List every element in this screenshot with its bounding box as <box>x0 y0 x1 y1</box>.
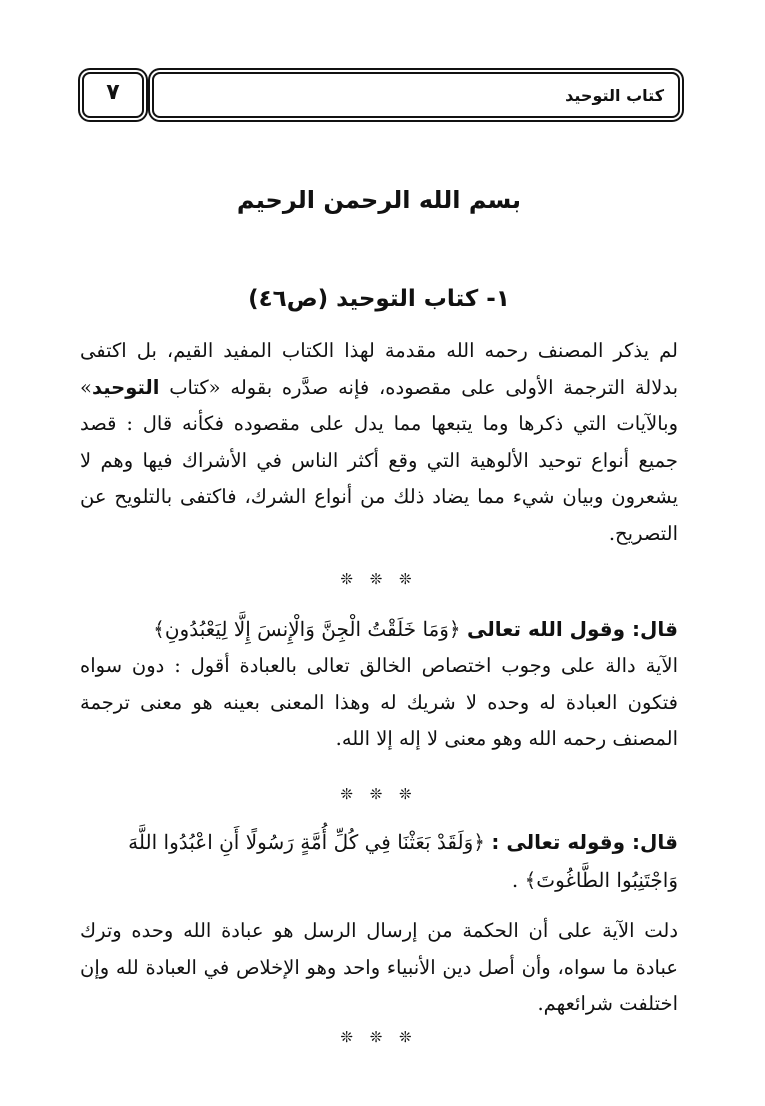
section-2-body: دلت الآية على أن الحكمة من إرسال الرسل هو عبادة الله وحده وترك عبادة ما سواه، وأن أصل دين الأنبياء واحد وهو الإخلاص في العبادة لله وإن اختلفت شرائعهم. <box>80 919 678 1015</box>
intro-paragraph <box>80 333 678 552</box>
section-2-heading: قال: وقوله تعالى : <box>491 830 678 854</box>
page-number: ٧ <box>106 80 120 105</box>
running-title-box <box>152 72 680 118</box>
section-2-heading-line <box>80 823 678 899</box>
section-1-verse: ﴿وَمَا خَلَقْتُ الْجِنَّ وَالْإِنسَ إِلَّا لِيَعْبُدُونِ﴾ <box>153 617 461 641</box>
section-separator: ❊ ❊ ❊ <box>340 1028 418 1046</box>
section-1-heading-line <box>80 610 678 648</box>
running-title: كتاب التوحيد <box>565 86 664 105</box>
section-separator: ❊ ❊ ❊ <box>340 785 418 803</box>
basmala: بسم الله الرحمن الرحيم <box>236 186 522 214</box>
section-2-verse: ﴿وَلَقَدْ بَعَثْنَا فِي كُلِّ أُمَّةٍ رَسُولًا أَنِ اعْبُدُوا اللَّهَ وَاجْتَنِبُوا الطَّاغُوتَ﴾ . <box>128 830 678 892</box>
section-1 <box>80 610 678 758</box>
section-1-body: الآية دالة على وجوب اختصاص الخالق تعالى بالعبادة أقول : دون سواه فتكون العبادة له وحده لا شريك له وهذا المعنى بعينه هو معنى ترجمة المصنف رحمه الله وهو معنى لا إله إلا الله. <box>80 654 678 750</box>
intro-bold-term: التوحيد <box>91 375 160 399</box>
chapter-title: ١- كتاب التوحيد (ص٤٦) <box>248 286 510 312</box>
section-separator: ❊ ❊ ❊ <box>340 570 418 588</box>
page-number-box <box>82 72 144 118</box>
intro-text-after: » وبالآيات التي ذكرها وما يتبعها مما يدل على مقصوده فكأنه قال : قصد جميع أنواع توحيد الألوهية التي وقع أكثر الناس في الأشراك فيها وهم لا يشعرون وبيان شيء مما يضاد ذلك من أنواع الشرك، فاكتفى بالتلويح عن التصريح. <box>80 375 678 545</box>
section-2 <box>80 823 678 1023</box>
running-header <box>80 72 682 122</box>
intro-text-before: لم يذكر المصنف رحمه الله مقدمة لهذا الكتاب المفيد القيم، بل اكتفى بدلالة الترجمة الأولى على مقصوده، فإنه صدَّره بقوله «كتاب <box>80 339 679 399</box>
section-1-heading: قال: وقول الله تعالى <box>467 617 678 641</box>
